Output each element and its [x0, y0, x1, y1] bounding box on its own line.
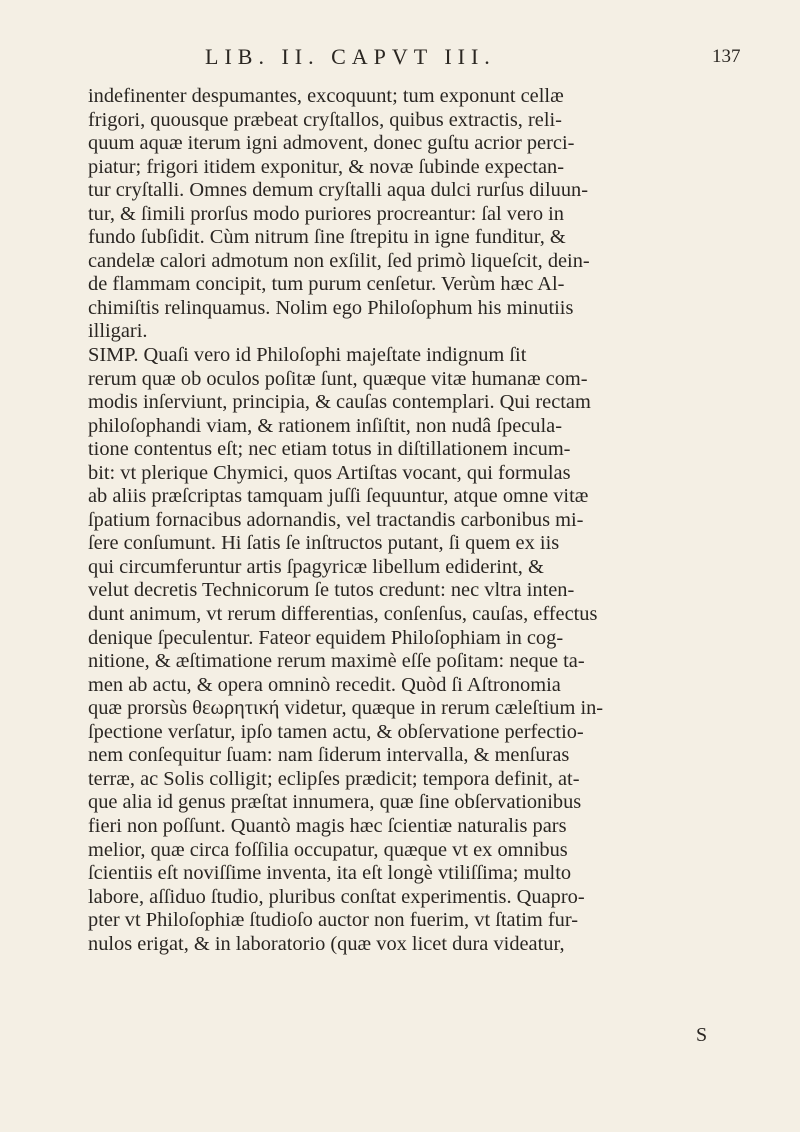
text-line: quum aquæ iterum igni admovent, donec guſtu acrior perci-	[88, 132, 575, 155]
text-line: philoſophandi viam, & rationem inſiſtit, non nudâ ſpecula-	[88, 414, 562, 437]
text-line: qui circumferuntur artis ſpagyricæ libellum ediderint, &	[88, 555, 544, 578]
text-line: labore, aſſiduo ſtudio, pluribus conſtat experimentis. Quapro-	[88, 885, 585, 908]
text-line: velut decretis Technicorum ſe tutos credunt: nec vltra inten-	[88, 579, 575, 602]
page-number: 137	[712, 46, 741, 67]
text-line: candelæ calori admotum non exſilit, ſed primò liqueſcit, dein-	[88, 249, 590, 272]
text-line: nem conſequitur ſuam: nam ſiderum intervalla, & menſuras	[88, 744, 570, 767]
catchword: S	[696, 1024, 708, 1046]
text-line: terræ, ac Solis colligit; eclipſes prædicit; tempora definit, at-	[88, 767, 580, 790]
text-line: ab aliis præſcriptas tamquam juſſi ſequuntur, atque omne vitæ	[88, 485, 589, 508]
text-line: melior, quæ circa foſſilia occupatur, quæque vt ex omnibus	[88, 838, 568, 861]
text-line: quæ prorsùs θεωρητική videtur, quæque in rerum cæleſtium in-	[88, 697, 604, 720]
text-line: ſpectione verſatur, ipſo tamen actu, & obſervatione perfectio-	[88, 720, 584, 743]
text-line: modis inſerviunt, principia, & cauſas contemplari. Qui rectam	[88, 391, 591, 414]
text-line: fieri non poſſunt. Quantò magis hæc ſcientiæ naturalis pars	[88, 814, 567, 837]
text-line: nitione, & æſtimatione rerum maximè eſſe poſitam: neque ta-	[88, 650, 585, 673]
text-line: tur cryſtalli. Omnes demum cryſtalli aqua dulci rurſus diluun-	[88, 179, 589, 202]
text-line: fundo ſubſidit. Cùm nitrum ſine ſtrepitu in igne funditur, &	[88, 226, 566, 249]
page-header	[0, 44, 800, 74]
text-line: illigari.	[88, 320, 148, 343]
text-line: ſpatium fornacibus adornandis, vel tractandis carbonibus mi-	[88, 508, 584, 531]
text-line: que alia id genus præſtat innumera, quæ ſine obſervationibus	[88, 791, 582, 814]
text-line: tur, & ſimili prorſus modo puriores procreantur: ſal vero in	[88, 202, 564, 225]
text-line: ſcientiis eſt noviſſime inventa, ita eſt longè vtiliſſima; multo	[88, 862, 572, 885]
text-line: rerum quæ ob oculos poſitæ ſunt, quæque vitæ humanæ com-	[88, 367, 588, 390]
text-line: pter vt Philoſophiæ ſtudioſo auctor non fuerim, vt ſtatim fur-	[88, 909, 579, 932]
text-line: tione contentus eſt; nec etiam totus in diſtillationem incum-	[88, 438, 571, 461]
text-line: de flammam concipit, tum purum cenſetur. Verùm hæc Al-	[88, 273, 565, 296]
text-line: SIMP. Quaſi vero id Philoſophi majeſtate indignum ſit	[88, 344, 527, 367]
running-head: LIB. II. CAPVT III.	[205, 44, 496, 69]
text-line: dunt animum, vt rerum differentias, conſenſus, cauſas, effectus	[88, 603, 598, 626]
text-line: ſere conſumunt. Hi ſatis ſe inſtructos putant, ſi quem ex iis	[88, 532, 560, 555]
text-line: piatur; frigori itidem exponitur, & novæ ſubinde expectan-	[88, 155, 564, 178]
text-line: frigori, quousque præbeat cryſtallos, quibus extractis, reli-	[88, 108, 562, 131]
text-line: denique ſpeculentur. Fateor equidem Philoſophiam in cog-	[88, 626, 564, 649]
text-line: bit: vt plerique Chymici, quos Artiſtas vocant, qui formulas	[88, 461, 571, 484]
text-line: men ab actu, & opera omninò recedit. Quòd ſi Aſtronomia	[88, 673, 561, 696]
body-text	[88, 85, 728, 956]
text-line: nulos erigat, & in laboratorio (quæ vox licet dura videatur,	[88, 932, 565, 955]
text-line: chimiſtis relinquamus. Nolim ego Philoſophum his minutiis	[88, 296, 574, 319]
text-line: indefinenter despumantes, excoquunt; tum exponunt cellæ	[88, 85, 564, 107]
